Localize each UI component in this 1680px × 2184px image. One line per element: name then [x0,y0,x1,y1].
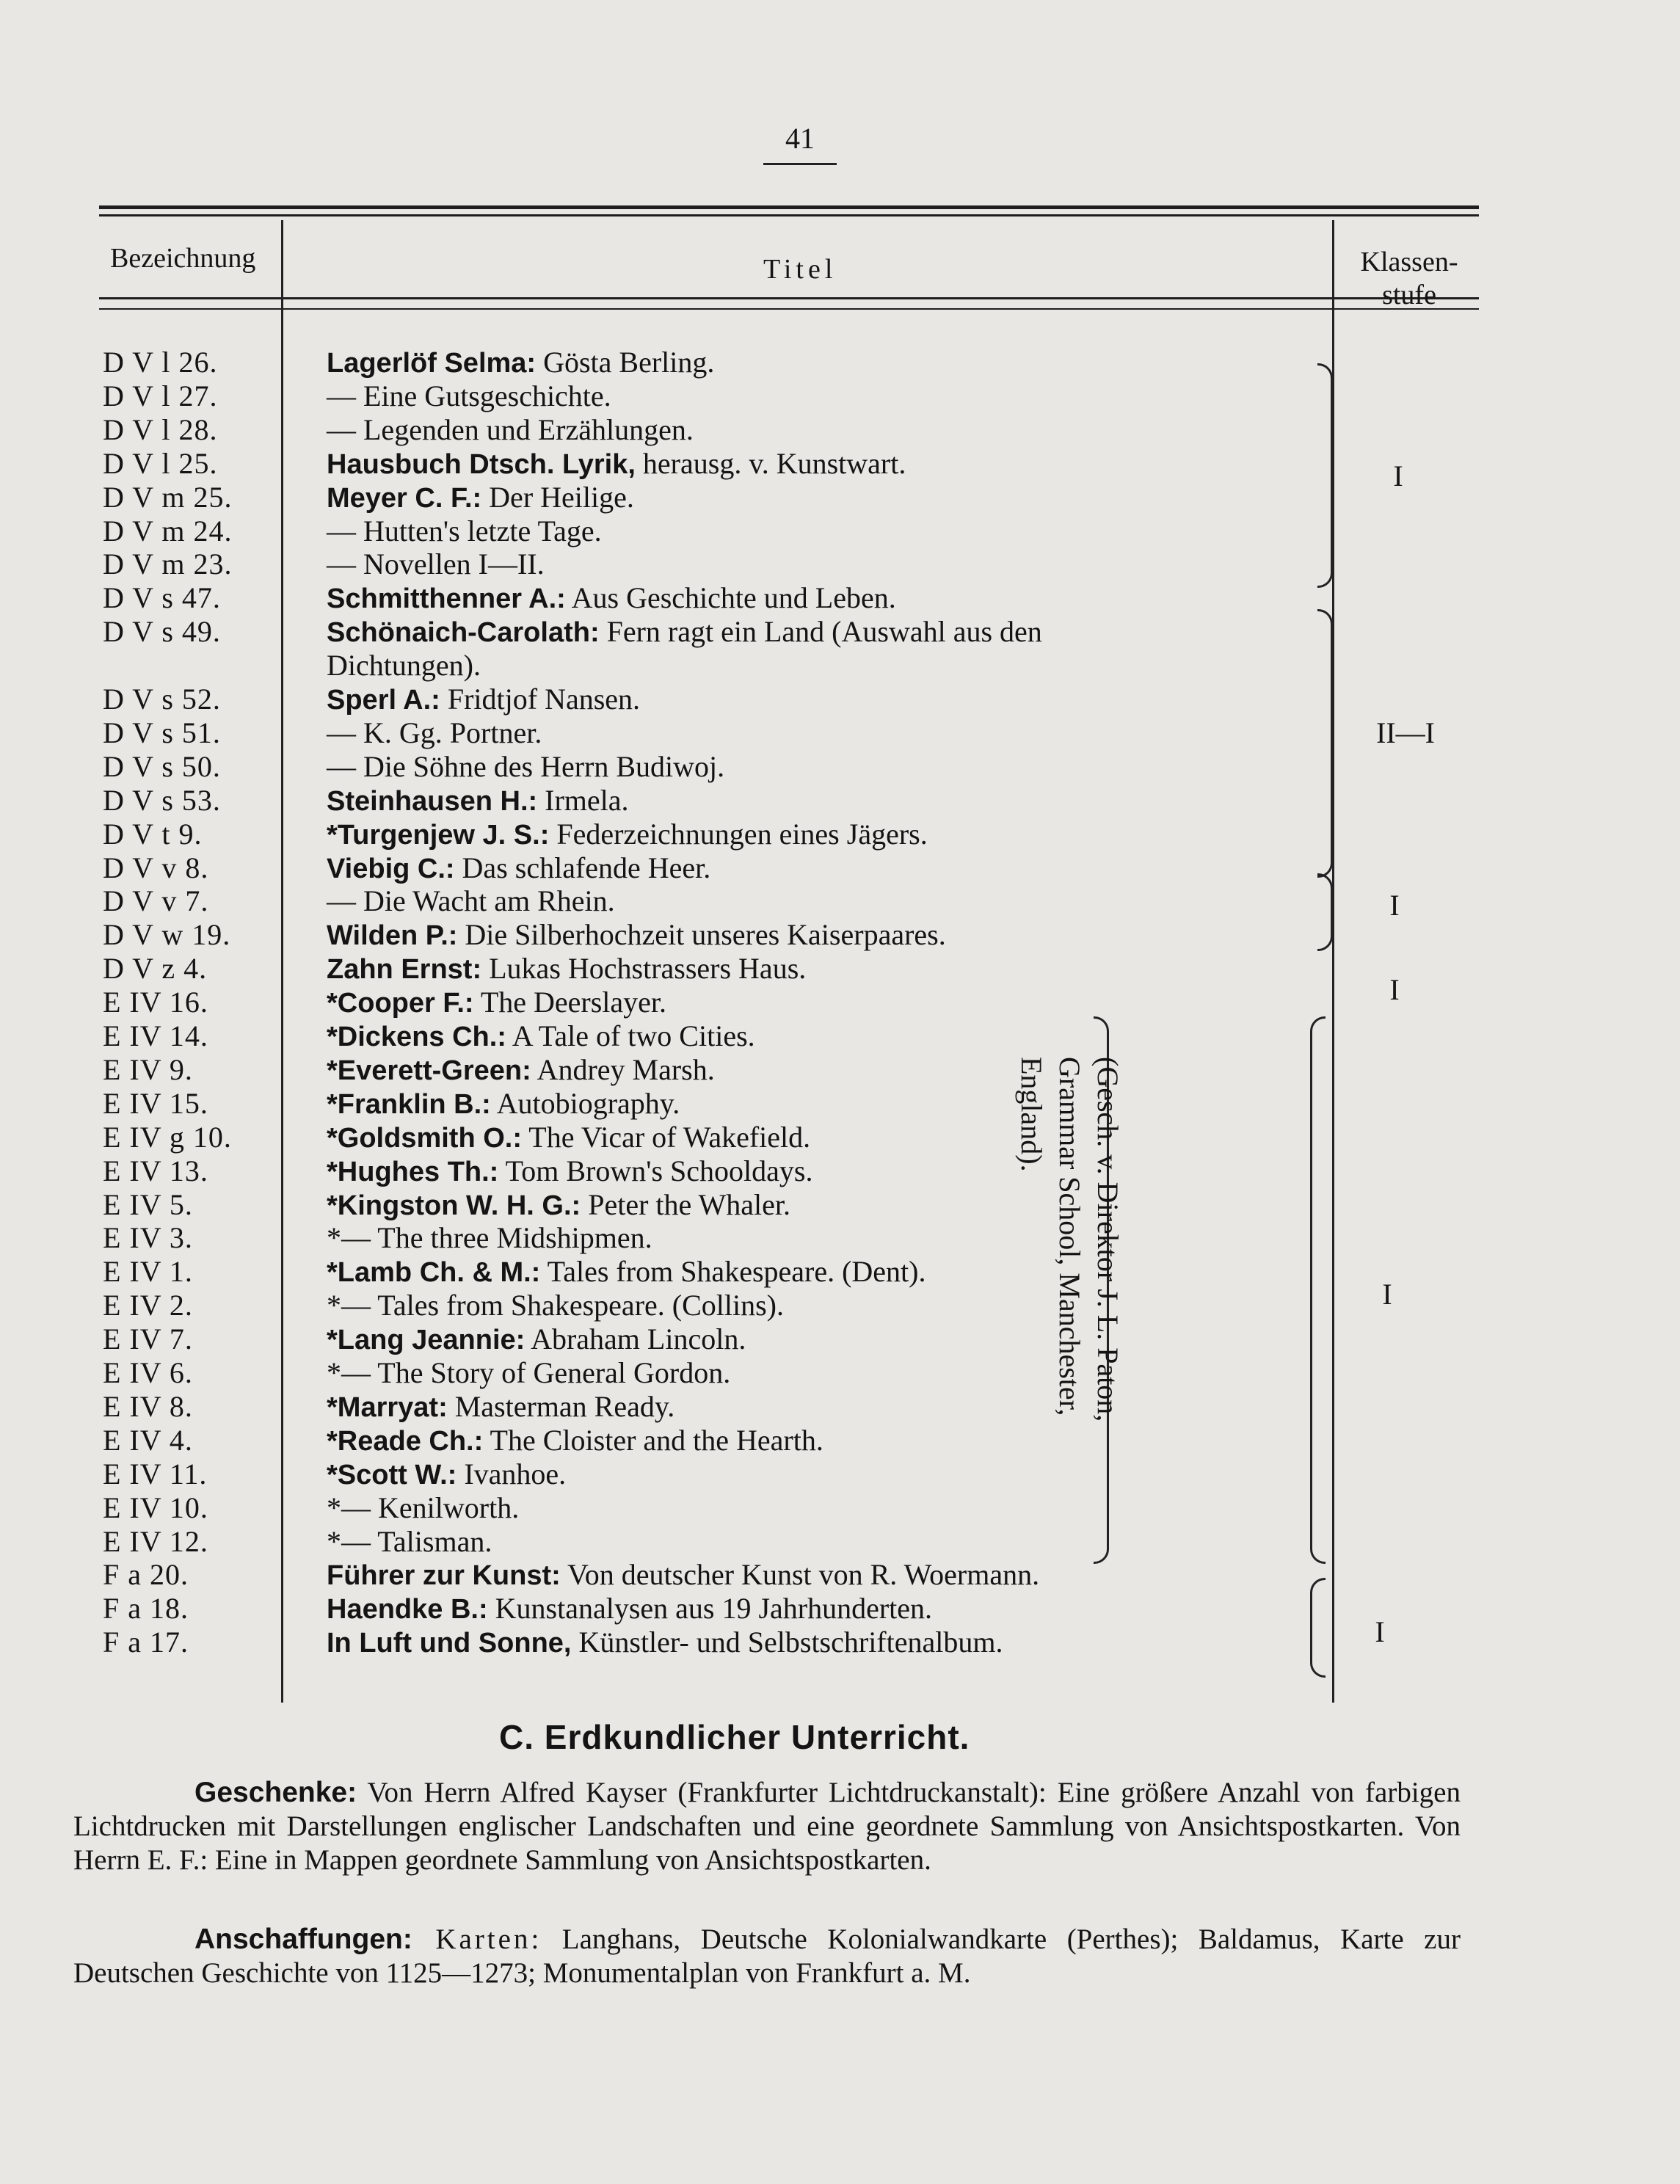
row-entry [327,1052,715,1087]
row-title: Der Heilige. [481,480,634,514]
row-entry [327,1322,746,1356]
row-entry [327,514,602,548]
row-entry [327,985,666,1019]
row-author: Haendke B.: [327,1594,488,1626]
row-title: Ivanhoe. [457,1457,567,1490]
row-code: E IV 6. [103,1356,193,1389]
row-entry [327,1254,926,1289]
brace-group1 [1317,363,1333,588]
row-entry [327,917,946,952]
row-title: Die Silberhochzeit unseres Kaiserpaares. [457,918,946,952]
row-entry [327,1154,812,1188]
row-entry [327,580,896,615]
row-title: *— Kenilworth. [327,1490,520,1524]
row-code: D V s 47. [103,581,221,615]
row-author: Meyer C. F.: [327,482,482,514]
row-entry [327,345,714,379]
row-code: E IV 4. [103,1423,193,1457]
row-title: — Hutten's letzte Tage. [327,514,602,547]
row-entry [327,1490,519,1525]
row-author: *Lamb Ch. & M.: [327,1257,541,1289]
class-level-group4: I [1389,973,1400,1006]
row-author: Sperl A.: [327,685,440,716]
brace-group5-left [1310,1016,1326,1564]
gift-note-vertical [1012,1057,1127,1422]
row-author: *Dickens Ch.: [327,1022,506,1052]
row-entry [327,1591,932,1626]
row-title: *— The three Midshipmen. [327,1221,652,1255]
row-author: *Turgenjew J. S.: [327,819,550,851]
row-entry [327,1019,755,1053]
row-code: E IV 2. [103,1289,193,1322]
row-entry [327,851,710,885]
row-code: D V s 53. [103,783,221,817]
row-code: D V m 24. [103,514,233,547]
row-code: D V s 49. [103,615,221,649]
gifts-text: Von Herrn Alfred Kayser (Frankfurter Lichtdruckanstalt): Eine größere Anzahl von farbigen Lichtdrucken mit Darstellungen englischer Landschaften und eine geordnete Sammlung von Ansichtspostkarten. Von Herrn E. F.: Eine in Mappen geordnete Sammlung von Ansichtspostkarten. [73,1777,1461,1876]
row-title: Masterman Ready. [447,1389,675,1423]
table-header-rule [99,297,1479,299]
row-code: E IV 11. [103,1457,208,1490]
row-title: Lukas Hochstrassers Haus. [481,952,807,986]
row-author: Hausbuch Dtsch. Lyrik, [327,448,636,480]
row-code: E IV g 10. [103,1120,232,1154]
row-author: Lagerlöf Selma: [327,348,537,379]
row-code: E IV 16. [103,986,208,1019]
table-top-rule [99,205,1479,209]
row-code: E IV 9. [103,1052,193,1086]
row-code: E IV 14. [103,1019,208,1052]
row-entry [327,1524,492,1559]
page-number: 41 [785,122,815,155]
row-author: *Cooper F.: [327,988,474,1019]
class-level-group2: II—I [1376,716,1435,749]
row-code: D V z 4. [103,952,208,986]
row-title: — K. Gg. Portner. [327,716,542,749]
row-entry [327,1086,680,1121]
row-author: *Franklin B.: [327,1088,491,1120]
row-author: In Luft und Sonne, [327,1628,572,1659]
header-class-line1: Klassen- [1360,247,1458,277]
row-title: Künstler- und Selbstschriftenalbum. [571,1626,1003,1659]
table-top-rule-thin [99,214,1479,216]
row-title: — Legenden und Erzählungen. [327,412,694,446]
acquisitions-label: Anschaffungen: [194,1923,412,1955]
row-title: Autobiography. [490,1086,680,1120]
row-code: D V s 50. [103,749,221,783]
paragraph-acquisitions [73,1923,1461,1990]
row-entry [327,1625,1003,1659]
row-entry [327,1187,790,1222]
row-author: *Marryat: [327,1391,448,1423]
row-title: Federzeichnungen eines Jägers. [549,817,928,851]
row-title: *— Tales from Shakespeare. (Collins). [327,1289,784,1322]
row-code: D V w 19. [103,918,231,952]
gift-note-line3: England). [1015,1057,1048,1172]
row-entry [327,1220,652,1255]
row-title: Gösta Berling. [536,346,715,379]
row-entry [327,749,724,784]
row-title: The Cloister and the Hearth. [483,1423,823,1457]
row-entry [327,951,806,986]
gift-note-line2: Grammar School, Manchester, [1053,1057,1086,1416]
row-author: Viebig C.: [327,853,455,884]
gift-note-line1: (Gesch. v. Direktor J. L. Paton, [1091,1057,1124,1422]
row-title: Andrey Marsh. [531,1052,715,1086]
row-code: E IV 3. [103,1221,193,1255]
row-title: The Vicar of Wakefield. [522,1120,811,1154]
row-entry [327,716,542,750]
section-heading: C. Erdkundlicher Unterricht. [499,1718,970,1756]
row-author: Schmitthenner A.: [327,583,566,615]
row-title: Irmela. [537,783,629,817]
row-code: E IV 15. [103,1086,208,1120]
header-class-line2: stufe [1382,280,1436,310]
page-number-underline [763,163,837,165]
row-title: Tales from Shakespeare. (Dent). [540,1255,926,1289]
row-entry [327,1120,810,1154]
row-code: D V m 25. [103,480,233,514]
class-level-group3: I [1389,889,1400,922]
row-author: *Hughes Th.: [327,1156,499,1187]
row-title: A Tale of two Cities. [506,1019,755,1052]
row-title: — Eine Gutsgeschichte. [327,379,611,412]
acquisitions-maps-label: Karten: [412,1923,542,1955]
row-entry [327,783,629,818]
row-title: *— The Story of General Gordon. [327,1356,731,1389]
class-level-group6: I [1375,1615,1385,1648]
row-title: Aus Geschichte und Leben. [565,581,896,615]
row-code: D V l 25. [103,446,218,480]
row-entry [327,682,640,716]
row-entry [327,379,611,413]
row-title: Abraham Lincoln. [525,1322,746,1356]
row-author: *Scott W.: [327,1459,457,1490]
row-code: E IV 5. [103,1187,193,1221]
row-code: E IV 8. [103,1389,193,1423]
row-code: D V l 26. [103,346,218,379]
row-author: *Reade Ch.: [327,1425,484,1457]
class-level-group1: I [1393,459,1403,492]
row-code: E IV 7. [103,1322,193,1356]
row-entry [327,1423,823,1457]
row-code: D V v 8. [103,851,209,884]
row-title: The Deerslayer. [473,986,667,1019]
row-title: Kunstanalysen aus 19 Jahrhunderten. [487,1592,933,1626]
row-author: *Lang Jeannie: [327,1325,526,1356]
row-title: Tom Brown's Schooldays. [498,1154,813,1187]
row-title: Fern ragt ein Land (Auswahl aus den [599,615,1042,649]
row-code: D V t 9. [103,817,203,851]
row-code: D V s 51. [103,716,221,749]
brace-group6-left [1310,1578,1326,1678]
row-title: Von deutscher Kunst von R. Woermann. [560,1558,1040,1592]
row-code: D V l 28. [103,412,218,446]
row-entry [327,1557,1039,1592]
row-title: — Die Söhne des Herrn Budiwoj. [327,749,725,783]
row-title: Das schlafende Heer. [454,851,711,884]
row-code: F a 18. [103,1592,189,1626]
table-header-rule-thin [99,308,1479,310]
class-level-group5: I [1382,1278,1392,1311]
row-entry [327,884,615,918]
row-author: *Everett-Green: [327,1055,531,1086]
row-title: — Die Wacht am Rhein. [327,884,615,918]
row-entry [327,614,1042,649]
row-author: Steinhausen H.: [327,785,538,817]
acquisitions-text: Langhans, Deutsche Kolonialwandkarte (Perthes); Baldamus, Karte zur Deutschen Geschichte von 1125—1273; Monumentalplan von Frankfurt a. M. [73,1923,1461,1989]
row-code: D V v 7. [103,884,209,918]
brace-group3 [1317,873,1333,951]
header-title: Titel [763,254,837,285]
row-title: — Novellen I—II. [327,547,545,581]
row-title: Fridtjof Nansen. [440,682,641,716]
row-entry [327,648,481,682]
row-author: Wilden P.: [327,920,458,952]
row-title: *— Talisman. [327,1524,492,1558]
row-code: F a 20. [103,1558,189,1592]
row-code: D V l 27. [103,379,218,412]
row-code: E IV 12. [103,1524,208,1558]
row-author: Führer zur Kunst: [327,1560,561,1592]
row-code: D V m 23. [103,547,233,581]
row-entry [327,1355,730,1390]
gifts-label: Geschenke: [194,1777,357,1808]
row-entry [327,480,634,514]
row-entry [327,817,928,851]
column-divider-code [281,220,283,1703]
row-entry [327,412,694,447]
row-author: Zahn Ernst: [327,954,482,986]
row-code: E IV 10. [103,1490,208,1524]
row-entry [327,1457,566,1491]
row-entry [327,547,545,581]
row-entry [327,1288,784,1322]
row-title: Peter the Whaler. [581,1187,791,1221]
row-code: E IV 13. [103,1154,208,1187]
row-author: *Goldsmith O.: [327,1122,522,1154]
header-code: Bezeichnung [110,243,256,274]
row-author: *Kingston W. H. G.: [327,1190,581,1221]
brace-group2 [1317,609,1333,878]
row-title: Dichtungen). [327,649,481,682]
row-author: Schönaich-Carolath: [327,617,600,649]
row-title: herausg. v. Kunstwart. [635,446,906,480]
row-code: F a 17. [103,1626,189,1659]
paragraph-gifts [73,1776,1461,1877]
row-code: D V s 52. [103,682,221,716]
row-code: E IV 1. [103,1255,193,1289]
row-entry [327,446,906,481]
row-entry [327,1389,674,1424]
